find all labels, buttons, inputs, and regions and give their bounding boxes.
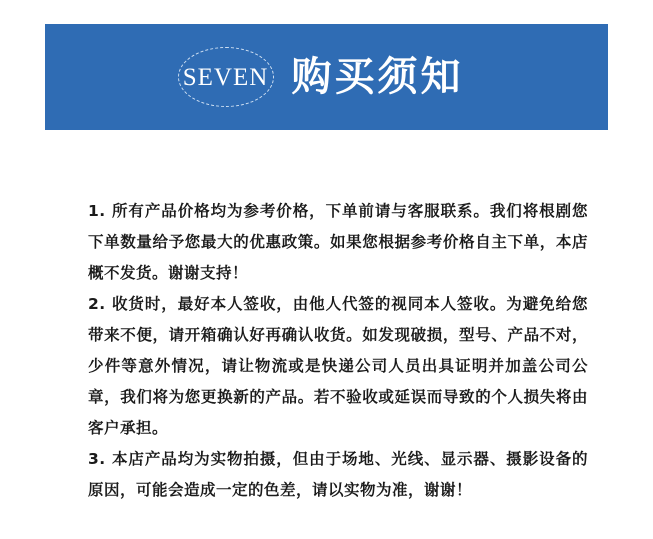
notice-item-1: 1. 所有产品价格均为参考价格，下单前请与客服联系。我们将根剧您下单数量给予您最大的优惠政策。如果您根据参考价格自主下单，本店概不发货。谢谢支持！: [88, 202, 588, 282]
page-title: 购买须知: [291, 54, 464, 100]
brand-seal-label: SEVEN: [182, 63, 269, 91]
brand-seal-icon: [178, 47, 274, 107]
banner-content: [178, 47, 464, 107]
notice-body: [88, 196, 588, 506]
header-banner: [45, 24, 608, 130]
notice-item-3: 3. 本店产品均为实物拍摄，但由于场地、光线、显示器、摄影设备的原因，可能会造成一定的色差，请以实物为准，谢谢！: [88, 450, 588, 499]
notice-item-2: 2. 收货时，最好本人签收，由他人代签的视同本人签收。为避免给您带来不便，请开箱确认好再确认收货。如发现破损，型号、产品不对，少件等意外情况，请让物流或是快递公司人员出具证明并加盖公司公章，我们将为您更换新的产品。若不验收或延误而导致的个人损失将由客户承担。: [88, 295, 588, 437]
